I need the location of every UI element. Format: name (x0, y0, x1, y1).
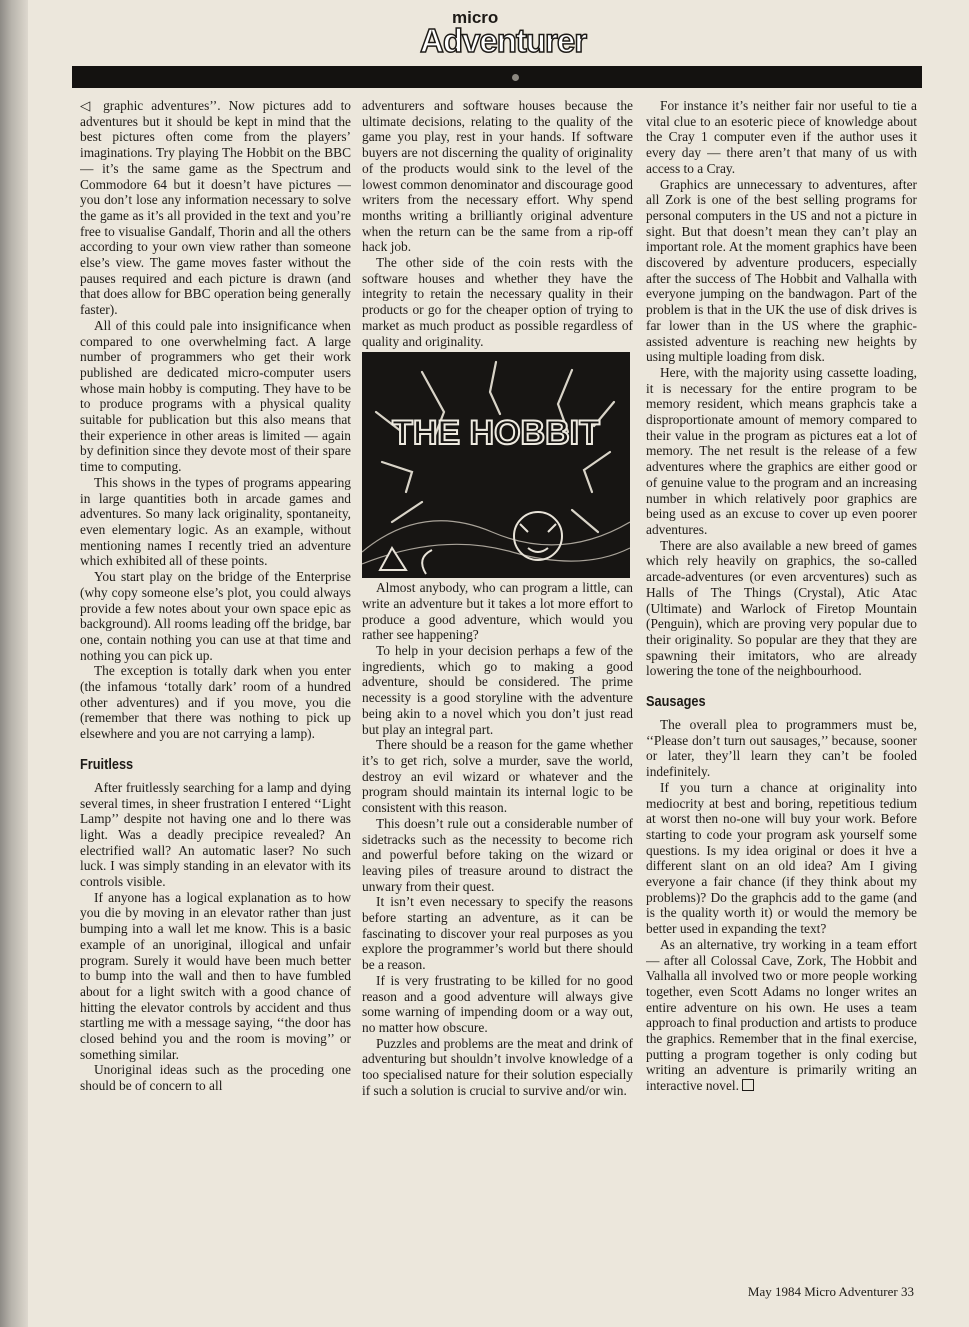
paragraph: The other side of the coin rests with the software houses and whether they have the integrity to retain the necessary quality in their products or go for the cheaper option of trying to market as much product as possible regardless of quality and originality. (362, 255, 633, 349)
paragraph: This shows in the types of programs appearing in large quantities both in arcade games and adventures. So many lack originality, spontaneity, even elementary logic. As an example, without mentioning names I recently tried an adventure which exhibited all of these points. (80, 474, 351, 569)
masthead-micro: micro (452, 8, 499, 27)
hobbit-title-art: THE HOBBIT (392, 414, 600, 453)
section-heading-sausages: Sausages (646, 693, 706, 711)
paragraph: ◁ graphic adventures’’. Now pictures add to adventures but it should be kept in mind that the best pictures often come from the players’ imaginations. Try playing The Hobbit on the BBC — it’s the same game as the Spectrum and Commodore 64 but it doesn’t have pictures — you don’t lose any information necessary to solve the game as it’s all provided in the text and you’re free to visualise Gandalf, Thorin and all the others according to your own view rather than someone else’s view. The game moves faster without the pauses required and each picture is drawn (and that does allow for BBC operation being generally faster). (80, 98, 351, 318)
paragraph: Graphics are unnecessary to adventures, after all Zork is one of the best selling programs for personal computers in the US and not a picture in sight. But that doesn’t mean they can’t play an important role. At the moment graphics have been discovered by adventure producers, especially after the success of The Hobbit and Valhalla with everyone jumping on the bandwagon. Part of the problem is that in the UK the use of disk drives is far lower than in the US where the graphic-assisted adventure is reaching new heights by using multiple loading from disk. (646, 176, 917, 365)
hobbit-screenshot-figure (362, 352, 630, 578)
hobbit-artwork (362, 352, 630, 578)
end-of-article-box-icon (742, 1079, 754, 1091)
paragraph: The exception is totally dark when you enter (the infamous ‘totally dark’ room of a hundred other adventures) and if you move, you die (remember that there was nothing to pick up elsewhere and you are not carrying a lamp). (80, 663, 351, 742)
paragraph: You start play on the bridge of the Enterprise (why copy someone else’s plot, you could always provide a few notes about your own space epic as background). All rooms leading off the bridge, bar one, contain nothing you can use at that time and nothing you can pick up. (80, 569, 351, 663)
article-column-1 (80, 98, 351, 1273)
paragraph: Almost anybody, who can program a little, can write an adventure but it takes a lot more effort to produce a good adventure, which would you rather see happening? (362, 580, 633, 643)
paragraph: There are also available a new breed of games which rely heavily on graphics, the so-called arcade-adventures (or even arcventures) such as Halls of The Things (Crystal), Atic Atac (Ultimate) and Warlock of Firetop Mountain (Penguin), which are proving very popular due to their originality. So popular are they that they are spawning their imitators, who are already lowering the tone of the neighbourhood. (646, 537, 917, 679)
masthead-logo (420, 8, 587, 68)
paragraph: adventurers and software houses because the ultimate decisions, relating to the quality of the game you play, rest in your hands. If software buyers are not discerning the quality of originality of the products would sink to the level of the lowest common denominator and discourage good writers from the necessary effort. Why spend months writing a brilliantly original adventure when the return can be the same from a rip-off hack job. (362, 98, 633, 255)
page-gutter-shadow (0, 0, 28, 1327)
section-heading-fruitless: Fruitless (80, 755, 134, 773)
header-bar-dot (512, 74, 519, 81)
paragraph: It isn’t even necessary to specify the reasons before starting an adventure, as it can be fascinating to discover your real purposes as you explore the programmer’s world but there should be a reason. (362, 894, 633, 973)
paragraph: If anyone has a logical explanation as to how you die by moving in an elevator rather than just bumping into a wall let me know. This is a basic example of an unoriginal, illogical and unfair program. Surely it would have been much better to bump into the wall and then to have fumbled about for a light switch with a good chance of hitting the elevator controls by accident and thus startling me with a message saying, ‘‘the door has closed behind you and the room is moving’’ or something similar. (80, 889, 351, 1062)
paragraph: For instance it’s neither fair nor useful to tie a vital clue to an esoteric piece of knowledge about the Cray 1 computer even if the author uses it every day — there aren’t that many of us with access to a Cray. (646, 98, 917, 176)
paragraph: There should be a reason for the game whether it’s to get rich, solve a murder, save the world, destroy an evil wizard or whatever and the program should maintain its internal logic to be consistent with this reason. (362, 737, 633, 816)
paragraph-final (646, 937, 917, 1094)
final-paragraph-text: As an alternative, try working in a team effort — after all Colossal Cave, Zork, The Hobbit and Valhalla all involved two or more people working together, even Scott Adams no longer writes an entire adventure on his own. He uses a team approach to final production and artists to produce the graphics. Remember that in the final exercise, putting a program together is only coding but writing an adventure is primarily writing an interactive novel. (646, 936, 917, 1094)
masthead-adventurer: Adventurer (420, 22, 587, 59)
paragraph: All of this could pale into insignificance when compared to one overwhelming fact. A large number of programmers who get their work published are dedicated micro-computer users whose main hobby is computing. They have to be to produce programs with a physical quality suitable for publication but this also means that their experience in other areas is limited — again by definition since they devote most of their spare time to computing. (80, 317, 351, 475)
article-column-2 (362, 98, 633, 1273)
paragraph: If you turn a chance at originality into mediocrity at best and boring, repetitious tedium at worst then no-one will buy your work. Before starting to code your program ask yourself some questions. Is my idea original or does it hve a different slant on an old idea? Am I giving everyone a fair chance (if they think about my problems)? Do the graphcis add to the game (and is the quality worth it) or would the memory be better used in expanding the text? (646, 779, 917, 937)
paragraph: To help in your decision perhaps a few of the ingredients, which go to making a good adventure, should be considered. The prime necessity is a good storyline with the adventure being akin to a novel which you don’t just read but play an integral part. (362, 643, 633, 737)
header-bar (72, 66, 922, 88)
paragraph: Unoriginal ideas such as the proceding one should be of concern to all (80, 1062, 351, 1094)
paragraph: Here, with the majority using cassette loading, it is necessary for the entire program to be memory resident, which means graphcis take a disproportionate amount of memory compared to their value in the program as pictures eat a lot of memory. The net result is the release of a few adventures where the graphics are either good or of genuine value to the program and an increasing number in which relatively poor graphics are being used as an excuse to cover up even poorer adventures. (646, 364, 917, 537)
page-footer: May 1984 Micro Adventurer 33 (747, 1284, 914, 1299)
paragraph: Puzzles and problems are the meat and drink of adventuring but shouldn’t involve knowledge of a too specialised nature for their solution especially if such a solution is crucial to survive and/or win. (362, 1035, 633, 1098)
paragraph: The overall plea to programmers must be, ‘‘Please don’t turn out sausages,’’ because, sooner or later, they’ll learn they can’t be fooled indefinitely. (646, 717, 917, 780)
paragraph: If is very frustrating to be killed for no good reason and a good adventure will always give some warning of impending doom or a way out, no matter how obscure. (362, 972, 633, 1035)
article-column-3 (646, 98, 917, 1273)
paragraph: This doesn’t rule out a considerable number of sidetracks such as the necessity to become rich and powerful before taking on the wizard or leaving piles of treasure around to distract the unwary from their quest. (362, 815, 633, 894)
paragraph: After fruitlessly searching for a lamp and dying several times, in sheer frustration I entered ‘‘Light Lamp’’ despite not having one and lo there was light. Was a deadly precipice revealed? An electrified wall? An automatic laser? No such luck. I was simply standing in an elevator with its controls visible. (80, 779, 351, 890)
